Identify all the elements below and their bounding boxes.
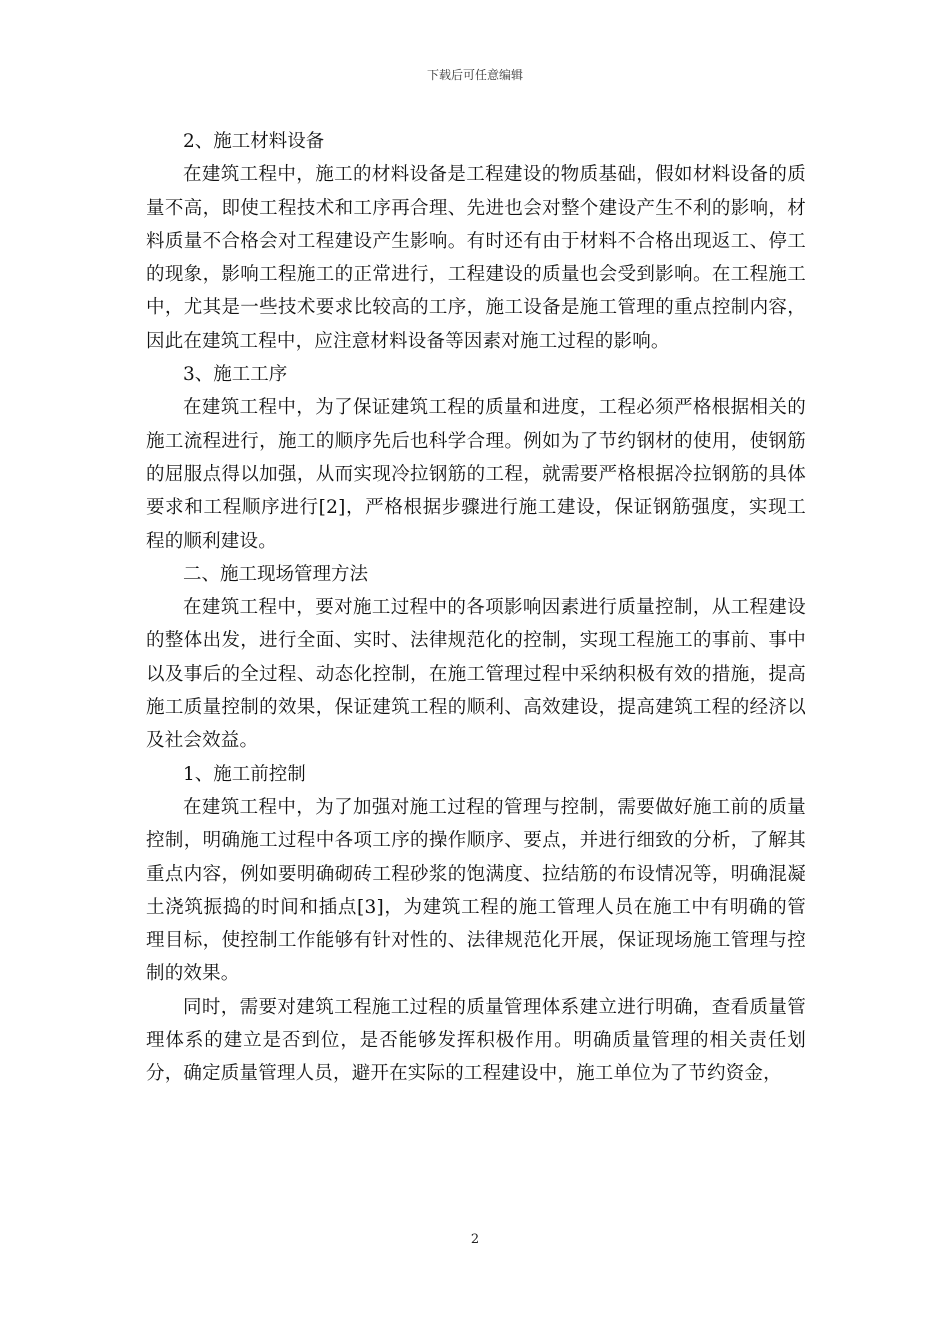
paragraph: 同时，需要对建筑工程施工过程的质量管理体系建立进行明确，查看质量管理体系的建立是否到位，是否能够发挥积极作用。明确质量管理的相关责任划分，确定质量管理人员，避开在实际的工程建设中，施工单位为了节约资金，: [146, 996, 806, 1085]
page-number: 2: [470, 1232, 480, 1247]
section-heading: 2、施工材料设备: [183, 131, 325, 152]
paragraph: 在建筑工程中，要对施工过程中的各项影响因素进行质量控制，从工程建设的整体出发，进行全面、实时、法律规范化的控制，实现工程施工的事前、事中以及事后的全过程、动态化控制，在施工管理过程中采纳积极有效的措施，提高施工质量控制的效果，保证建筑工程的顺利、高效建设，提高建筑工程的经济以及社会效益。: [146, 597, 806, 752]
section-heading: 3、施工工序: [183, 364, 288, 386]
page-header: 下载后可任意编辑: [426, 68, 523, 82]
document-body: [146, 125, 806, 1091]
paragraph: 在建筑工程中，为了加强对施工过程的管理与控制，需要做好施工前的质量控制，明确施工过程中各项工序的操作顺序、要点，并进行细致的分析，了解其重点内容，例如要明确砌砖工程砂浆的饱满度、拉结筋的布设情况等，明确混凝土浇筑振捣的时间和插点[3]，为建筑工程的施工管理人员在施工中有明确的管理目标，使控制工作能够有针对性的、法律规范化开展，保证现场施工管理与控制的效果。: [146, 796, 806, 985]
paragraph: 在建筑工程中，施工的材料设备是工程建设的物质基础，假如材料设备的质量不高，即使工程技术和工序再合理、先进也会对整个建设产生不利的影响，材料质量不合格会对工程建设产生影响。有时还有由于材料不合格出现返工、停工的现象，影响工程施工的正常进行，工程建设的质量也会受到影响。在工程施工中，尤其是一些技术要求比较高的工序，施工设备是施工管理的重点控制内容，因此在建筑工程中，应注意材料设备等因素对施工过程的影响。: [146, 164, 806, 352]
section-heading: 二、施工现场管理方法: [183, 563, 369, 585]
paragraph: 在建筑工程中，为了保证建筑工程的质量和进度，工程必须严格根据相关的施工流程进行，施工的顺序先后也科学合理。例如为了节约钢材的使用，使钢筋的屈服点得以加强，从而实现冷拉钢筋的工程，就需要严格根据冷拉钢筋的具体要求和工程顺序进行[2]，严格根据步骤进行施工建设，保证钢筋强度，实现工程的顺利建设。: [146, 397, 806, 552]
section-heading: 1、施工前控制: [183, 763, 306, 785]
